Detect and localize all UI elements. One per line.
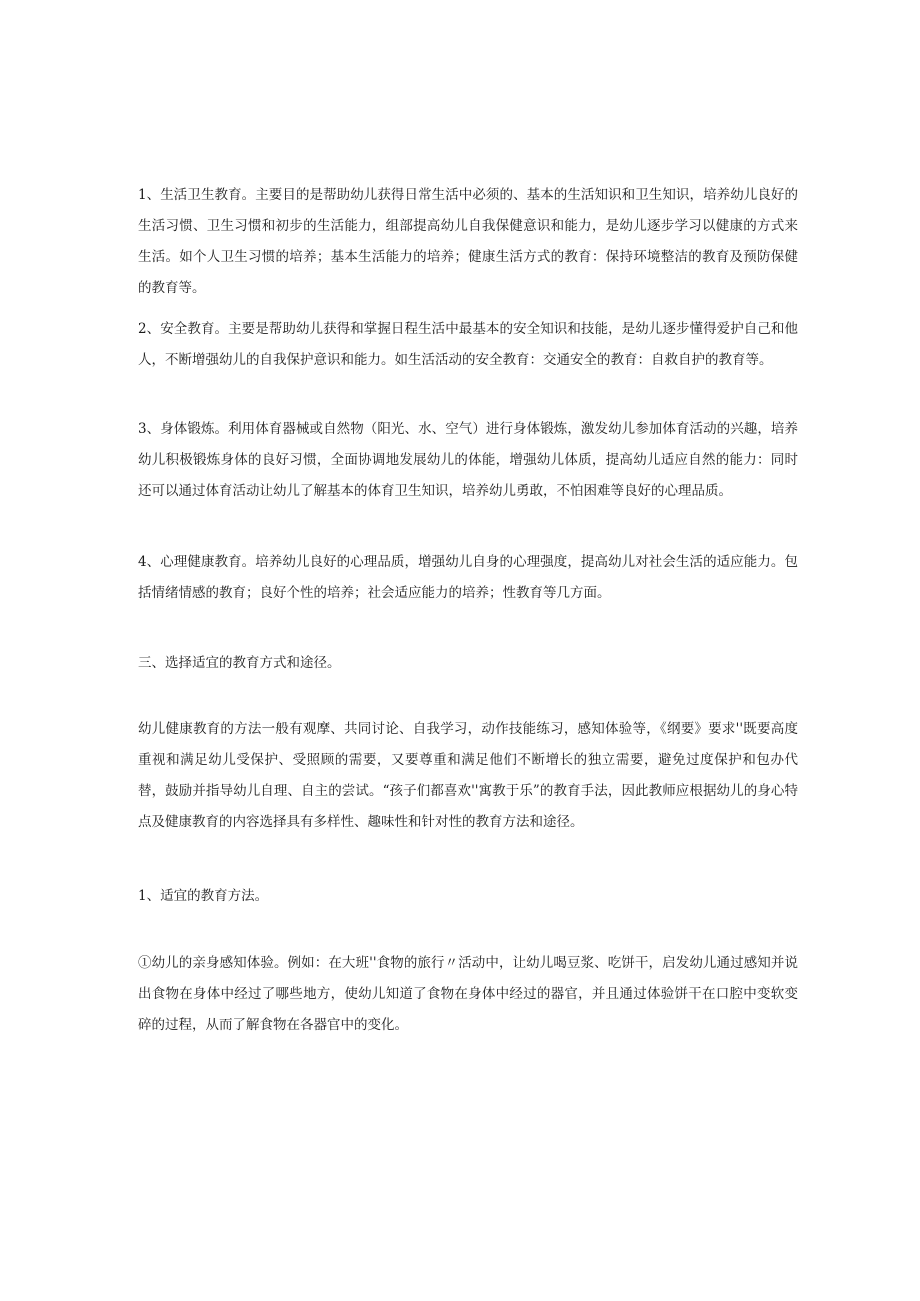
paragraph-physical-exercise: 3、身体锻炼。利用体育器械或自然物（阳光、水、空气）进行身体锻炼，激发幼儿参加体育活动的兴趣，培养幼儿积极锻炼身体的良好习惯，全面协调地发展幼儿的体能，增强幼儿体质，提高幼儿适应自然的能力：同时还可以通过体育活动让幼儿了解基本的体育卫生知识，培养幼儿勇敢，不怕困难等良好的心理品质。: [138, 421, 798, 499]
paragraph-mental-health-education: 4、心理健康教育。培养幼儿良好的心理品质，增强幼儿自身的心理强度，提高幼儿对社会生活的适应能力。包括情绪情感的教育；良好个性的培养；社会适应能力的培养；性教育等几方面。: [138, 554, 798, 601]
section-heading-methods: 三、选择适宜的教育方式和途径。: [138, 655, 341, 671]
paragraph-life-hygiene-education: 1、生活卫生教育。主要目的是帮助幼儿获得日常生活中必须的、基本的生活知识和卫生知识，培养幼儿良好的生活习惯、卫生习惯和初步的生活能力，组部提高幼儿自我保健意识和能力，是幼儿逐步学习以健康的方式来生活。如个人卫生习惯的培养；基本生活能力的培养；健康生活方式的教育：保持环境整洁的教育及预防保健的教育等。: [138, 187, 798, 296]
paragraph-hands-on-experience: ①幼儿的亲身感知体验。例如：在大班''食物的旅行〃活动中，让幼儿喝豆浆、吃饼干，启发幼儿通过感知并说出食物在身体中经过了哪些地方，使幼儿知道了食物在身体中经过的器官，并且通过体验饼干在口腔中变软变碎的过程，从而了解食物在各器官中的变化。: [138, 955, 798, 1033]
paragraph-education-methods-overview: 幼儿健康教育的方法一般有观摩、共同讨论、自我学习，动作技能练习，感知体验等，《纲要》要求''既要高度重视和满足幼儿受保护、受照顾的需要，又要尊重和满足他们不断增长的独立需要，避免过度保护和包办代替，鼓励并指导幼儿自理、自主的尝试。“孩子们都喜欢''寓教于乐”的教育手法，因此教师应根据幼儿的身心特点及健康教育的内容选择具有多样性、趣味性和针对性的教育方法和途径。: [138, 721, 798, 830]
paragraph-safety-education: 2、安全教育。主要是帮助幼儿获得和掌握日程生活中最基本的安全知识和技能，是幼儿逐步懂得爱护自己和他人，不断增强幼儿的自我保护意识和能力。如生活活动的安全教育：交通安全的教育：自救自护的教育等。: [138, 321, 798, 368]
subheading-suitable-methods: 1、适宜的教育方法。: [138, 888, 269, 904]
